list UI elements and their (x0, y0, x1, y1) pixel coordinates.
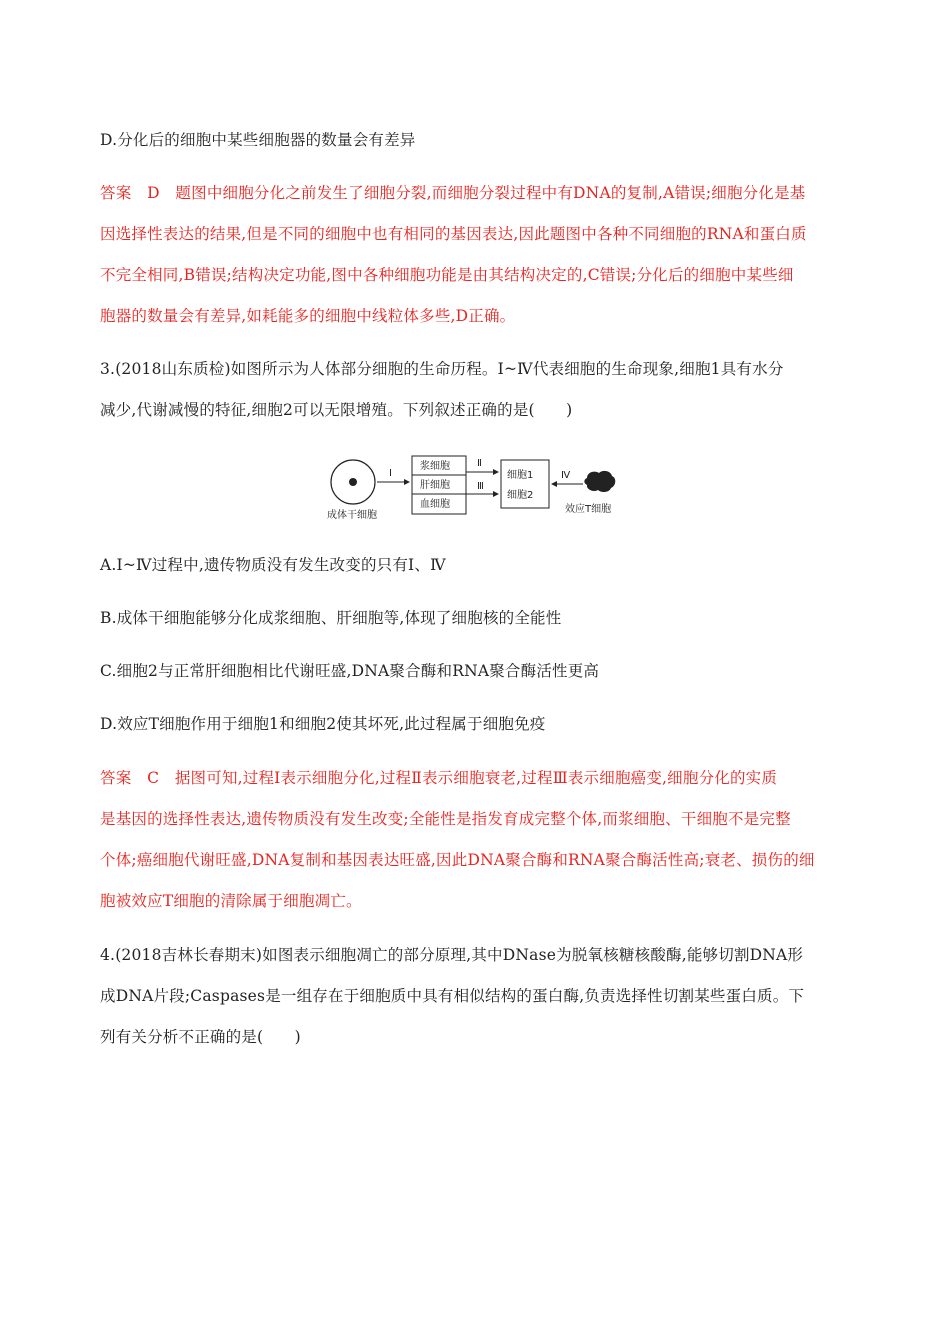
stem-cell-label: 成体干细胞 (327, 510, 377, 521)
option-d: D.效应T细胞作用于细胞1和细胞2使其坏死,此过程属于细胞免疫 (100, 715, 546, 733)
label-process-2: Ⅱ (477, 458, 482, 469)
answer-2-line-3: 不完全相同,B错误;结构决定功能,图中各种细胞功能是由其结构决定的,C错误;分化后的细胞中某些细 (100, 266, 794, 284)
question-3-line-1: 3.(2018山东质检)如图所示为人体部分细胞的生命历程。Ⅰ~Ⅳ代表细胞的生命现象,细胞1具有水分 (100, 360, 784, 378)
option-b: B.成体干细胞能够分化成浆细胞、肝细胞等,体现了细胞核的全能性 (100, 609, 562, 627)
cell-liver: 肝细胞 (420, 480, 450, 491)
answer-3-line-4: 胞被效应T细胞的清除属于细胞凋亡。 (100, 892, 362, 910)
question-4-line-2: 成DNA片段;Caspases是一组存在于细胞质中具有相似结构的蛋白酶,负责选择性切割某些蛋白质。下 (100, 987, 805, 1005)
answer-3-line-2: 是基因的选择性表达,遗传物质没有发生改变;全能性是指发育成完整个体,而浆细胞、干细胞不是完整 (100, 810, 791, 828)
question-4-line-1: 4.(2018吉林长春期末)如图表示细胞凋亡的部分原理,其中DNase为脱氧核糖核酸酶,能够切割DNA形 (100, 946, 804, 964)
cell-blood: 血细胞 (420, 499, 450, 510)
option-a: A.Ⅰ~Ⅳ过程中,遗传物质没有发生改变的只有Ⅰ、Ⅳ (100, 556, 446, 574)
answer-2-line-4: 胞器的数量会有差异,如耗能多的细胞中线粒体多些,D正确。 (100, 307, 516, 325)
line-q2-option-d: D.分化后的细胞中某些细胞器的数量会有差异 (100, 131, 416, 149)
label-process-3: Ⅲ (477, 481, 484, 492)
label-process-4: Ⅳ (561, 470, 571, 481)
cell-1-label: 细胞1 (507, 470, 534, 481)
answer-2-line-2: 因选择性表达的结果,但是不同的细胞中也有相同的基因表达,因此题图中各种不同细胞的RNA和蛋白质 (100, 225, 807, 243)
answer-3-line-1: 答案 C 据图可知,过程Ⅰ表示细胞分化,过程Ⅱ表示细胞衰老,过程Ⅲ表示细胞癌变,细胞分化的实质 (100, 769, 778, 787)
answer-3-line-3: 个体;癌细胞代谢旺盛,DNA复制和基因表达旺盛,因此DNA聚合酶和RNA聚合酶活性高;衰老、损伤的细 (100, 851, 815, 869)
question-4-line-3: 列有关分析不正确的是( ) (100, 1028, 301, 1046)
nucleus-icon (349, 478, 357, 486)
question-3-line-2: 减少,代谢减慢的特征,细胞2可以无限增殖。下列叙述正确的是( ) (100, 401, 573, 419)
cell-lifecycle-diagram (325, 452, 625, 524)
option-c: C.细胞2与正常肝细胞相比代谢旺盛,DNA聚合酶和RNA聚合酶活性更高 (100, 662, 600, 680)
answer-2-line-1: 答案 D 题图中细胞分化之前发生了细胞分裂,而细胞分裂过程中有DNA的复制,A错误;细胞分化是基 (100, 184, 806, 202)
effector-t-cell-label: 效应T细胞 (565, 504, 612, 515)
cell-plasma: 浆细胞 (420, 461, 450, 472)
cell-2-label: 细胞2 (507, 490, 534, 501)
effector-t-cell-icon (584, 471, 615, 492)
label-process-1: Ⅰ (389, 468, 392, 479)
